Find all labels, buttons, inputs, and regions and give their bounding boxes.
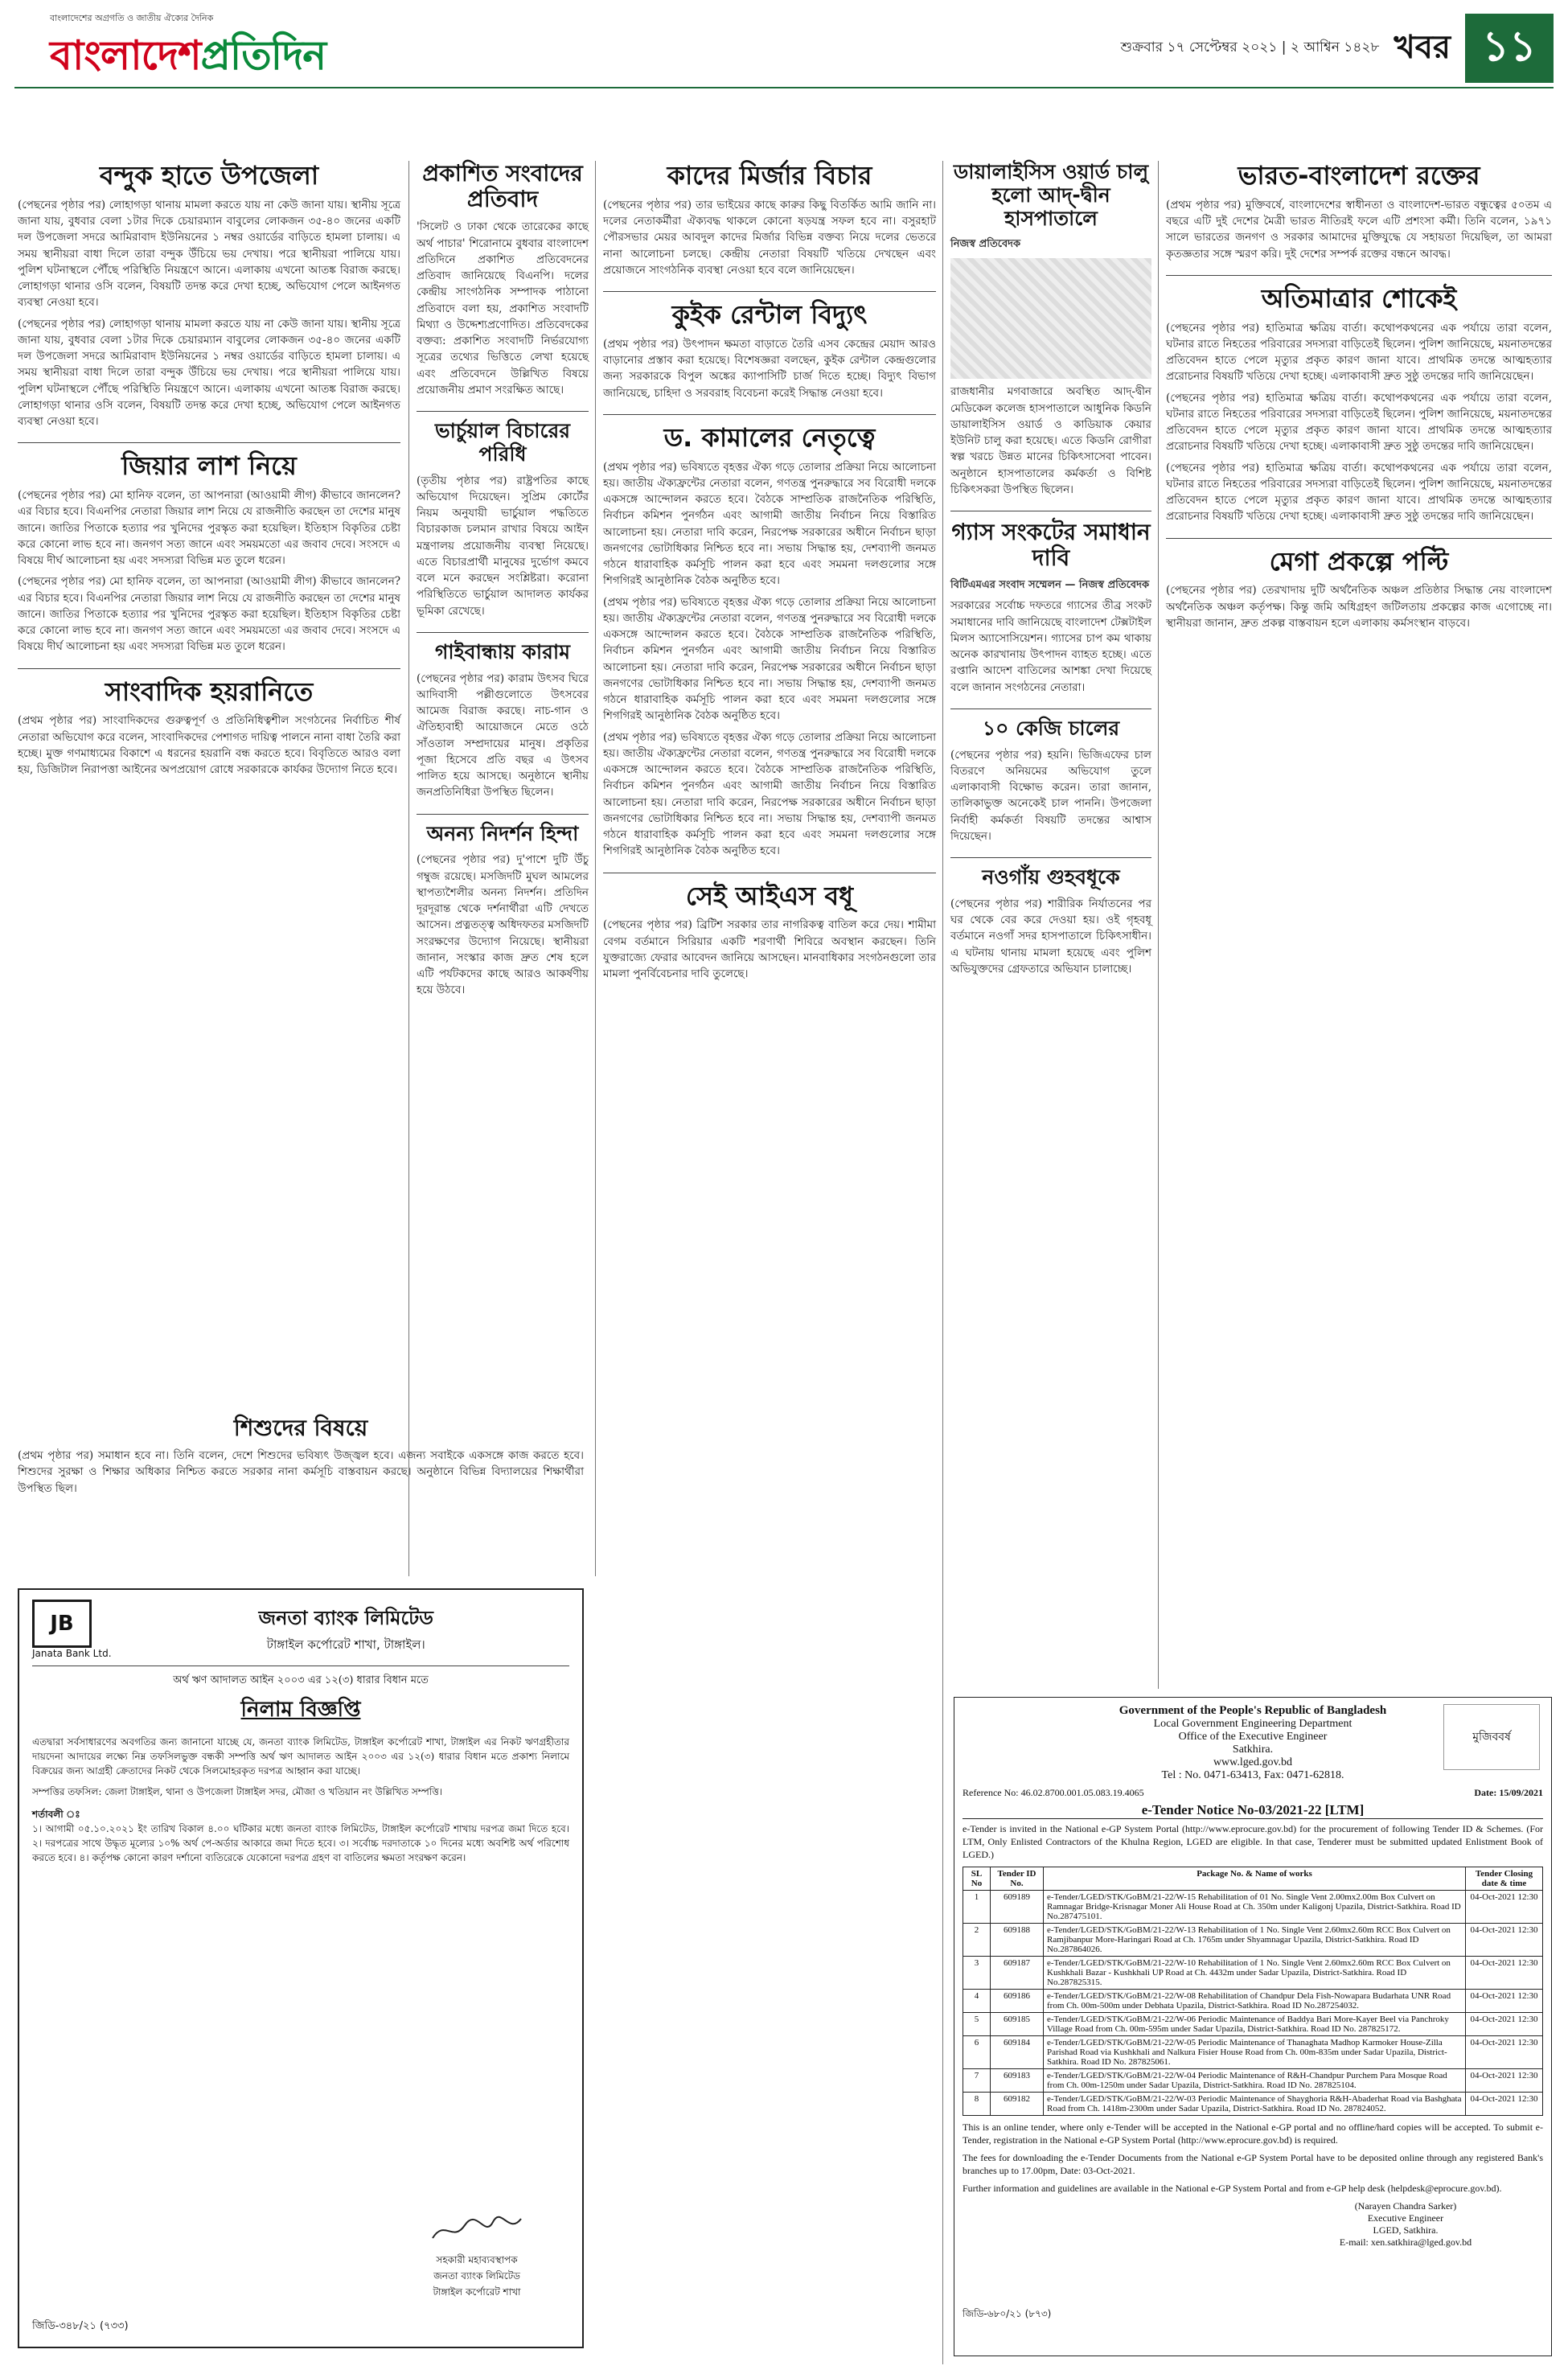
column-3	[603, 161, 936, 995]
article-body: (পেছনের পৃষ্ঠার পর) দু'পাশে দুটি উঁচু গম্বুজ রয়েছে। মসজিদটি মুঘল আমলের স্থাপত্যশৈলীর অনন্য নিদর্শন। প্রতিদিন দূরদূরান্ত থেকে দর্শনার্থীরা এটি দেখতে আসেন। প্রত্নতত্ত্ব অধিদফতর মসজিদটি সংরক্ষণের উদ্যোগ নিয়েছে। স্থানীয়রা জানান, সংস্কার কাজ দ্রুত শেষ হলে এটি পর্যটকদের কাছে আরও আকর্ষণীয় হয়ে উঠবে।	[417, 853, 589, 997]
headline: অতিমাত্রার শোকেই	[1261, 282, 1457, 314]
tender-cell-close: 04-Oct-2021 12:30	[1466, 2092, 1543, 2115]
janata-bank-logo	[32, 1600, 112, 1659]
divider	[417, 632, 589, 633]
headline: গ্যাস সংকটের সমাধান দাবি	[951, 519, 1151, 572]
sign-title: Executive Engineer	[1367, 2212, 1444, 2224]
tender-cell-sl: 2	[963, 1923, 991, 1956]
headline: অনন্য নিদর্শন হিন্দা	[426, 821, 579, 845]
article-hindu[interactable]	[417, 823, 589, 999]
logo-tagline: বাংলাদেশের অগ্রগতি ও জাতীয় ঐক্যের দৈনিক	[50, 13, 214, 23]
tender-row	[963, 1923, 1543, 1956]
divider	[950, 857, 1151, 858]
headline: ড. কামালের নেতৃত্বে	[663, 421, 876, 453]
article-body: 'সিলেট ও ঢাকা থেকে তারেকের কাছে অর্থ পাচার' শিরোনামে বুধবার বাংলাদেশ প্রতিদিনে প্রকাশিত প্রতিবেদনের প্রতিবাদ জানিয়েছে বিএনপি। দলের কেন্দ্রীয় সাংগঠনিক সম্পাদক পাঠানো প্রতিবাদে বলা হয়, প্রকাশিত সংবাদটি মিথ্যা ও উদ্দেশ্যপ্রণোদিত। প্রতিবেদকের বক্তব্য: প্রকাশিত সংবাদটি নির্ভরযোগ্য সূত্রের তথ্যের ভিত্তিতে লেখা হয়েছে এবং প্রতিবেদনে উল্লিখিত বিষয়ে প্রয়োজনীয় প্রমাণ সংরক্ষিত আছে।	[417, 220, 589, 396]
article-sambadik[interactable]	[18, 677, 400, 778]
article-body: (পেছনের পৃষ্ঠার পর) হাতিমাত্র ক্ষত্রিয় বার্তা। কথোপকথনের এক পর্যায়ে তারা বলেন, ঘটনার রাতে নিহতের পরিবারের সদস্যরা বাড়িতেই ছিলেন। পুলিশ জানিয়েছে, ময়নাতদন্তের প্রতিবেদন হাতে পেলে মৃত্যুর প্রকৃত কারণ জানা যাবে। প্রাথমিক তদন্তে আত্মহত্যার প্ররোচনার বিষয়টি খতিয়ে দেখা হচ্ছে। এলাকাবাসী দ্রুত সুষ্ঠু তদন্তের দাবি জানিয়েছেন।	[1166, 321, 1552, 384]
article-body: সরকারের সর্বোচ্চ দফতরে গ্যাসের তীব্র সংকট সমাধানের দাবি জানিয়েছে বাংলাদেশ টেক্সটাইল মিলস অ্যাসোসিয়েশন। গ্যাসের চাপ কম থাকায় অনেক কারখানায় উৎপাদন ব্যাহত হচ্ছে। এতে রপ্তানি আদেশ বাতিলের আশঙ্কা দেখা দিয়েছে বলে জানান সংগঠনের নেতারা।	[950, 599, 1151, 694]
tender-cell-work: e-Tender/LGED/STK/GoBM/21-22/W-04 Periodic Maintenance of R&H-Chandpur Purchem Para Mosque Road from Ch. 00m-1250m under Sadar Upazila, District-Satkhira. Road ID No. 287825104.	[1044, 2068, 1466, 2092]
signer-title: সহকারী মহাব্যবস্থাপক	[436, 2254, 518, 2265]
tender-cell-close: 04-Oct-2021 12:30	[1466, 2068, 1543, 2092]
masthead-rule	[14, 87, 1554, 88]
article-naogaon[interactable]	[950, 866, 1151, 977]
article-quick[interactable]	[603, 300, 936, 401]
article-kader[interactable]	[603, 161, 936, 278]
tender-cell-work: e-Tender/LGED/STK/GoBM/21-22/W-03 Periodic Maintenance of Shayghoria R&H-Abaderhat Road via Bashghata Road from Ch. 1418m-2300m under Sadar Upazila, District-Satkhira. Road ID No. 287824052.	[1044, 2092, 1466, 2115]
tender-cell-work: e-Tender/LGED/STK/GoBM/21-22/W-13 Rehabilitation of 1 No. Single Vent 2.60mx2.60m RCC Box Culvert on Ramjibanpur More-Haringari Road at Ch. 1765m under Shyamnagar Upazila, District-Satkhira. Road ID No.287864026.	[1044, 1923, 1466, 1956]
headline: ভার্চুয়াল বিচারের পরিধি	[434, 419, 571, 466]
column-divider	[408, 161, 409, 1576]
ad-intro: এতদ্বারা সর্বসাধারণের অবগতির জন্য জানানো যাচ্ছে যে, জনতা ব্যাংক লিমিটেড, টাঙ্গাইল কর্পোরেট শাখা, টাঙ্গাইল এর নিকট ঋণগ্রহীতার দায়দেনা আদায়ের লক্ষ্যে নিম্ন তফসিলভুক্ত বন্ধকী সম্পত্তি অর্থ ঋণ আদালত আইন ২০০৩ এর ১২(৩) ধারার বিধান মতে প্রকাশ্য নিলামে বিক্রয়ের জন্য আগ্রহী ক্রেতাদের নিকট থেকে সিলমোহরকৃত দরপত্র আহ্বান করা যাচ্ছে।	[32, 1736, 569, 1776]
column-1	[18, 161, 400, 791]
column-divider	[1158, 161, 1159, 1689]
headline: কুইক রেন্টাল বিদ্যুৎ	[671, 299, 868, 331]
masthead-right	[1120, 13, 1554, 84]
article-body: (প্রথম পৃষ্ঠার পর) মুক্তিবর্ষে, বাংলাদেশের স্বাধীনতা ও বাংলাদেশ-ভারত বন্ধুত্বের ৫০তম এ বছরে এটি দুই দেশের মৈত্রী ভারত নীতিরই ফলে এটি প্রশংসা কর্মী। তিনি বলেন, ১৯৭১ সালে ভারতের জনগণ ও সরকার আমাদের মুক্তিযুদ্ধে যে সহায়তা দিয়েছিল, তা আমরা কৃতজ্ঞতার সঙ্গে স্মরণ করি। দুই দেশের সম্পর্ক রক্তের বন্ধনে আবদ্ধ।	[1166, 198, 1552, 261]
issue-date: শুক্রবার ১৭ সেপ্টেম্বর ২০২১ | ২ আশ্বিন ১৪২৮	[1120, 39, 1380, 55]
headline: সাংবাদিক হয়রানিতে	[105, 676, 314, 707]
headline: ডায়ালাইসিস ওয়ার্ড চালু হলো আদ্-দ্বীন হাসপাতালে	[953, 160, 1149, 230]
newspaper-logo[interactable]	[50, 26, 326, 92]
tender-gov: Government of the People's Republic of Bangladesh	[1119, 1704, 1387, 1717]
ad-title: নিলাম বিজ্ঞপ্তি	[240, 1698, 361, 1722]
janata-bank-auction-ad[interactable]	[18, 1588, 584, 2348]
headline: ১০ কেজি চালের	[982, 716, 1120, 740]
article-body-cont: (পেছনের পৃষ্ঠার পর) লোহাগড়া থানায় মামলা করতে যায় না কেউ জানা যায়। স্থানীয় সূত্রে জানা যায়, বুধবার বেলা ১টার দিকে চেয়ারম্যান বাবুলের লোকজন ৩৫-৪০ জনের একটি দল উপজেলা সদরে আমিরাবাদ ইউনিয়নের ১ নম্বর ওয়ার্ডের বাড়িতে হামলা চালায়। এ সময় স্থানীয়রা বাধা দিলে তারা বন্দুক উঁচিয়ে ভয় দেখায়। পরে স্থানীয়রা পালিয়ে যায়। পুলিশ ঘটনাস্থলে পৌঁছে পরিস্থিতি নিয়ন্ত্রণে আনে। এলাকায় এখনো আতঙ্ক বিরাজ করছে। লোহাগড়া থানার ওসি বলেন, বিষয়টি তদন্ত করে দেখা হচ্ছে, অভিযোগ পেলে আইনগত ব্যবস্থা নেওয়া হবে।	[18, 317, 400, 429]
mujib-borsho-emblem-icon	[1443, 1704, 1540, 1770]
sign-name: (Narayen Chandra Sarker)	[1354, 2199, 1457, 2212]
tender-cell-close: 04-Oct-2021 12:30	[1466, 1956, 1543, 1989]
article-body: (প্রথম পৃষ্ঠার পর) সমাধান হবে না। তিনি বলেন, দেশে শিশুদের ভবিষ্যৎ উজ্জ্বল হবে। এজন্য সবাইকে একসঙ্গে কাজ করতে হবে। শিশুদের সুরক্ষা ও শিক্ষার অধিকার নিশ্চিত করতে সরকার নানা কর্মসূচি বাস্তবায়ন করছে। অনুষ্ঠানে বিভিন্ন বিদ্যালয়ের শিক্ষার্থীরা উপস্থিত ছিল।	[18, 1449, 584, 1495]
headline: মেগা প্রকল্পে পল্টি	[1269, 545, 1449, 577]
tender-ref: Reference No: 46.02.8700.001.05.083.19.4065	[963, 1787, 1144, 1798]
section-name: খবর	[1394, 28, 1451, 66]
divider	[417, 814, 589, 815]
tender-table	[963, 1867, 1543, 2116]
article-body: (পেছনের পৃষ্ঠার পর) তার ভাইয়ের কাছে কারুর কিছু বিতর্কিত আমি জানি না। দলের নেতাকর্মীরা ঐক্যবদ্ধ থাকলে কোনো ষড়যন্ত্র সফল হবে না। বসুরহাট পৌরসভার মেয়র আবদুল কাদের মির্জার বিভিন্ন বক্তব্য নিয়ে দলের ভেতরে নানা আলোচনা চলছে। কেন্দ্রীয় নেতারা বিষয়টি খতিয়ে দেখছেন এবং প্রয়োজনে সাংগঠনিক ব্যবস্থা নেওয়া হবে বলে জানিয়েছেন।	[603, 198, 936, 277]
article-body: (প্রথম পৃষ্ঠার পর) ভবিষ্যতে বৃহত্তর ঐক্য গড়ে তোলার প্রক্রিয়া নিয়ে আলোচনা হয়। জাতীয় ঐক্যফ্রন্টের নেতারা বলেন, গণতন্ত্র পুনরুদ্ধারে সব বিরোধী দলকে একসঙ্গে আন্দোলন করতে হবে। বৈঠকে সাম্প্রতিক রাজনৈতিক পরিস্থিতি, নির্বাচন কমিশন পুনর্গঠন এবং আগামী জাতীয় নির্বাচন নিয়ে বিস্তারিত আলোচনা হয়। নেতারা দাবি করেন, নিরপেক্ষ সরকারের অধীনে নির্বাচন ছাড়া জনগণের ভোটাধিকার নিশ্চিত হবে না। সভায় সিদ্ধান্ত হয়, দেশব্যাপী জনমত গঠনে ধারাবাহিক কর্মসূচি পালন করা হবে এবং সমমনা দলগুলোর সঙ্গে শিগগিরই আনুষ্ঠানিক বৈঠক অনুষ্ঠিত হবে।	[603, 460, 936, 588]
headline: শিশুদের বিষয়ে	[233, 1415, 368, 1441]
column-2	[417, 161, 589, 1012]
article-body: (পেছনের পৃষ্ঠার পর) কারাম উৎসব ঘিরে আদিবাসী পল্লীগুলোতে উৎসবের আমেজ বিরাজ করছে। নাচ-গান ও ঐতিহ্যবাহী আয়োজনে মেতে ওঠে সাঁওতাল সম্প্রদায়ের মানুষ। প্রকৃতির পূজা হিসেবে প্রতি বছর এ উৎসব পালিত হয়ে আসছে। অনুষ্ঠানে স্থানীয় জনপ্রতিনিধিরা উপস্থিত ছিলেন।	[417, 672, 589, 799]
tender-row	[963, 1989, 1543, 2012]
article-body: (পেছনের পৃষ্ঠার পর) হয়নি। ভিজিএফের চাল বিতরণে অনিয়মের অভিযোগ তুলে এলাকাবাসী বিক্ষোভ করেন। তারা জানান, তালিকাভুক্ত অনেকেই চাল পাননি। উপজেলা নির্বাহী কর্মকর্তা বিষয়টি তদন্তের আশ্বাস দিয়েছেন।	[950, 748, 1151, 843]
article-chal[interactable]	[950, 717, 1151, 844]
divider	[417, 411, 589, 412]
tender-foot-3: Further information and guidelines are available in the National e-GP System Portal and from e-GP help desk (helpdesk@eprocure.gov.bd).	[963, 2183, 1502, 2195]
column-4	[950, 161, 1151, 990]
page-number: ১১	[1465, 14, 1554, 83]
headline: বন্দুক হাতে উপজেলা	[99, 160, 319, 191]
tender-foot-2: The fees for downloading the e-Tender Documents from the National e-GP System Portal have to be deposited online through any registered Bank's branches up to 17.00pm, Date: 03-Oct-2021.	[963, 2151, 1543, 2177]
tender-cell-id: 609185	[991, 2012, 1044, 2035]
article-body: (তৃতীয় পৃষ্ঠার পর) রাষ্ট্রপতির কাছে অভিযোগ দিয়েছেন। সুপ্রিম কোর্টের নিয়ম অনুযায়ী ভার্চুয়াল পদ্ধতিতে বিচারকাজ চলমান রাখার বিষয়ে আইন মন্ত্রণালয় প্রয়োজনীয় ব্যবস্থা নিয়েছে। এতে বিচারপ্রার্থী মানুষের দুর্ভোগ কমবে বলে মনে করছেন সংশ্লিষ্টরা। করোনা পরিস্থিতিতে ভার্চুয়াল আদালত কার্যকর ভূমিকা রেখেছে।	[417, 474, 589, 618]
tender-signature	[1268, 2200, 1543, 2249]
tender-cell-work: e-Tender/LGED/STK/GoBM/21-22/W-06 Periodic Maintenance of Baddya Bari More-Kayer Beel via Panchroky Village Road from Ch. 00m-595m under Sadar Upazila, District-Satkhira. Road ID No. 287825172.	[1044, 2012, 1466, 2035]
article-body: (প্রথম পৃষ্ঠার পর) উৎপাদন ক্ষমতা বাড়াতে তৈরি এসব কেন্দ্রের মেয়াদ আরও বাড়ানোর প্রস্তাব করা হয়েছে। বিশেষজ্ঞরা বলছেন, কুইক রেন্টাল কেন্দ্রগুলোর জন্য সরকারকে বিপুল অঙ্কের ক্যাপাসিটি চার্জ দিতে হচ্ছে। বিদ্যুৎ বিভাগ জানিয়েছে, চাহিদা ও সরবরাহ বিবেচনা করেই সিদ্ধান্ত নেওয়া হবে।	[603, 337, 936, 400]
tender-table-header	[963, 1867, 1543, 1890]
article-otimatra[interactable]	[1166, 284, 1552, 525]
sign-org: LGED, Satkhira.	[1373, 2224, 1439, 2236]
tender-cell-sl: 5	[963, 2012, 991, 2035]
jb-logo-caption: Janata Bank Ltd.	[32, 1648, 112, 1659]
bank-branch: টাঙ্গাইল কর্পোরেট শাখা, টাঙ্গাইল।	[266, 1637, 425, 1652]
tender-intro: e-Tender is invited in the National e-GP System Portal (http://www.eprocure.gov.bd) for the procurement of following Tender ID & Schemes. (For LTM, Only Enlisted Contractors of the Khulna Region, LGED are eligible. In that case, Tenderer must be submitted updated Enlistment Book of LGED.)	[963, 1823, 1543, 1861]
divider	[18, 442, 400, 443]
tender-row	[963, 2012, 1543, 2035]
article-body-cont: (পেছনের পৃষ্ঠার পর) মো হানিফ বলেন, তা আপনারা (আওয়ামী লীগ) কীভাবে জানলেন? এর বিচার হবে। বিএনপির নেতারা জিয়ার লাশ নিয়ে যে রাজনীতি করছেন তা দেশের মানুষ জানে। জাতির পিতাকে হত্যার পর খুনিদের পুরস্কৃত করা হয়েছিল। ইতিহাস বিকৃতির চেষ্টা করে কোনো লাভ হবে না। জনগণ সত্য জানে এবং সময়মতো এর জবাব দেবে। সংসদে এ বিষয়ে দীর্ঘ আলোচনা হয় এবং সদস্যরা বিভিন্ন মত তুলে ধরেন।	[18, 575, 400, 654]
tender-cell-id: 609188	[991, 1923, 1044, 1956]
article-body: (পেছনের পৃষ্ঠার পর) লোহাগড়া থানায় মামলা করতে যায় না কেউ জানা যায়। স্থানীয় সূত্রে জানা যায়, বুধবার বেলা ১টার দিকে চেয়ারম্যান বাবুলের লোকজন ৩৫-৪০ জনের একটি দল উপজেলা সদরে আমিরাবাদ ইউনিয়নের ১ নম্বর ওয়ার্ডের বাড়িতে হামলা চালায়। এ সময় স্থানীয়রা বাধা দিলে তারা বন্দুক উঁচিয়ে ভয় দেখায়। পরে স্থানীয়রা পালিয়ে যায়। পুলিশ ঘটনাস্থলে পৌঁছে পরিস্থিতি নিয়ন্ত্রণে আনে। এলাকায় এখনো আতঙ্ক বিরাজ করছে। লোহাগড়া থানার ওসি বলেন, বিষয়টি তদন্ত করে দেখা হচ্ছে, অভিযোগ পেলে আইনগত ব্যবস্থা নেওয়া হবে।	[18, 198, 400, 310]
ad-schedule: সম্পত্তির তফসিল: জেলা টাঙ্গাইল, থানা ও উপজেলা টাঙ্গাইল সদর, মৌজা ও খতিয়ান নং উল্লিখিত সম্পত্তি।	[32, 1786, 443, 1797]
headline: প্রকাশিত সংবাদের প্রতিবাদ	[422, 160, 583, 213]
tender-reference-row	[963, 1787, 1543, 1799]
divider	[18, 668, 400, 669]
tender-office: Office of the Executive Engineer	[1178, 1731, 1328, 1743]
tender-code: জিডি-৬৮০/২১ (৮৭৩)	[963, 2308, 1052, 2319]
tender-cell-close: 04-Oct-2021 12:30	[1466, 1890, 1543, 1923]
tender-cell-sl: 6	[963, 2035, 991, 2068]
bank-name: জনতা ব্যাংক লিমিটেড	[258, 1606, 433, 1629]
tender-cell-id: 609182	[991, 2092, 1044, 2115]
ad-code: জিডি-৩৪৮/২১ (৭৩৩)	[32, 2320, 129, 2332]
article-body: (পেছনের পৃষ্ঠার পর) ব্রিটিশ সরকার তার নাগরিকত্ব বাতিল করে দেয়। শামীমা বেগম বর্তমানে সিরিয়ার একটি শরণার্থী শিবিরে অবস্থান করছেন। তিনি যুক্তরাজ্যে ফেরার আবেদন জানিয়ে আসছেন। মানবাধিকার সংগঠনগুলো তার মামলা পুনর্বিবেচনার দাবি তুলেছে।	[603, 918, 936, 981]
sign-email[interactable]: E-mail: xen.satkhira@lged.gov.bd	[1339, 2236, 1472, 2248]
tender-row	[963, 2092, 1543, 2115]
column-5	[1166, 161, 1552, 644]
divider	[1166, 538, 1552, 539]
ad-terms-title: শর্তাবলী ঃ	[32, 1809, 80, 1820]
tender-row	[963, 1890, 1543, 1923]
article-body: (পেছনের পৃষ্ঠার পর) তেরখাদায় দুটি অর্থনৈতিক অঞ্চল প্রতিষ্ঠার সিদ্ধান্ত নেয় বাংলাদেশ অর্থনৈতিক অঞ্চল কর্তৃপক্ষ। কিন্তু জমি অধিগ্রহণ জটিলতায় প্রকল্পের কাজ এগোচ্ছে না। স্থানীয়রা জানান, দ্রুত প্রকল্প বাস্তবায়ন হলে এলাকায় কর্মসংস্থান বাড়বে।	[1166, 584, 1552, 630]
headline: কাদের মির্জার বিচার	[667, 160, 872, 191]
article-body-cont: (প্রথম পৃষ্ঠার পর) ভবিষ্যতে বৃহত্তর ঐক্য গড়ে তোলার প্রক্রিয়া নিয়ে আলোচনা হয়। জাতীয় ঐক্যফ্রন্টের নেতারা বলেন, গণতন্ত্র পুনরুদ্ধারে সব বিরোধী দলকে একসঙ্গে আন্দোলন করতে হবে। বৈঠকে সাম্প্রতিক রাজনৈতিক পরিস্থিতি, নির্বাচন কমিশন পুনর্গঠন এবং আগামী জাতীয় নির্বাচন নিয়ে বিস্তারিত আলোচনা হয়। নেতারা দাবি করেন, নিরপেক্ষ সরকারের অধীনে নির্বাচন ছাড়া জনগণের ভোটাধিকার নিশ্চিত হবে না। সভায় সিদ্ধান্ত হয়, দেশব্যাপী জনমত গঠনে ধারাবাহিক কর্মসূচি পালন করা হবে এবং সমমনা দলগুলোর সঙ্গে শিগগিরই আনুষ্ঠানিক বৈঠক অনুষ্ঠিত হবে।	[603, 595, 936, 723]
article-body: (পেছনের পৃষ্ঠার পর) শারীরিক নির্যাতনের পর ঘর থেকে বের করে দেওয়া হয়। ওই গৃহবধূ বর্তমানে নওগাঁ সদর হাসপাতালে চিকিৎসাধীন। এ ঘটনায় থানায় মামলা হয়েছে এবং পুলিশ অভিযুক্তদের গ্রেফতারে অভিযান চালাচ্ছে।	[950, 897, 1151, 975]
tender-cell-sl: 8	[963, 2092, 991, 2115]
column-divider	[595, 161, 596, 1576]
article-body: রাজধানীর মগবাজারে অবস্থিত আদ্-দ্বীন মেডিকেল কলেজ হাসপাতালে আধুনিক কিডনি ডায়ালাইসিস ওয়ার্ড ও কাডিয়াক কেয়ার ইউনিট চালু করা হয়েছে। এতে কিডনি রোগীরা স্বল্প খরচে উন্নত মানের চিকিৎসাসেবা পাবেন। অনুষ্ঠানে হাসপাতালের কর্মকর্তা ও বিশিষ্ট চিকিৎসকরা উপস্থিত ছিলেন।	[950, 385, 1151, 496]
tender-cell-close: 04-Oct-2021 12:30	[1466, 2012, 1543, 2035]
headline: জিয়ার লাশ নিয়ে	[121, 450, 297, 482]
article-photo	[950, 258, 1151, 379]
tender-cell-sl: 4	[963, 1989, 991, 2012]
ad-bank-info	[123, 1604, 569, 1656]
byline: বিটিএমএর সংবাদ সম্মেলন — নিজস্ব প্রতিবেদক	[950, 579, 1150, 592]
tender-cell-id: 609186	[991, 1989, 1044, 2012]
article-body-cont: (পেছনের পৃষ্ঠার পর) হাতিমাত্র ক্ষত্রিয় বার্তা। কথোপকথনের এক পর্যায়ে তারা বলেন, ঘটনার রাতে নিহতের পরিবারের সদস্যরা বাড়িতেই ছিলেন। পুলিশ জানিয়েছে, ময়নাতদন্তের প্রতিবেদন হাতে পেলে মৃত্যুর প্রকৃত কারণ জানা যাবে। প্রাথমিক তদন্তে আত্মহত্যার প্ররোচনার বিষয়টি খতিয়ে দেখা হচ্ছে। এলাকাবাসী দ্রুত সুষ্ঠু তদন্তের দাবি জানিয়েছেন।	[1166, 391, 1552, 454]
signature-icon	[429, 2211, 525, 2248]
article-dialysis[interactable]	[950, 161, 1151, 498]
tender-cell-close: 04-Oct-2021 12:30	[1466, 1923, 1543, 1956]
headline: গাইবান্ধায় কারাম	[435, 639, 570, 663]
article-gaibandha[interactable]	[417, 641, 589, 801]
tender-cell-work: e-Tender/LGED/STK/GoBM/21-22/W-08 Rehabilitation of Chandpur Dela Fish-Nowapara Budarhata UNR Road from Ch. 00m-500m under Debhata Upazila, District-Satkhira. Road ID No.287254032.	[1044, 1989, 1466, 2012]
emblem-caption: মুজিববর্ষ	[1472, 1731, 1511, 1744]
tender-cell-id: 609184	[991, 2035, 1044, 2068]
lged-tender-notice[interactable]	[954, 1697, 1552, 2356]
tender-district: Satkhira.	[1232, 1744, 1274, 1756]
tender-row	[963, 2035, 1543, 2068]
article-protibad[interactable]	[417, 161, 589, 398]
th-close: Tender Closing date & time	[1466, 1867, 1543, 1890]
tender-web-link[interactable]: www.lged.gov.bd	[1213, 1756, 1293, 1768]
article-body: (প্রথম পৃষ্ঠার পর) সাংবাদিকদের গুরুত্বপূর্ণ ও প্রতিনিধিত্বশীল সংগঠনের নির্বাচিত শীর্ষ নেতারা অভিযোগ করে বলেন, সাংবাদিকদের পেশাগত দায়িত্ব পালনে নানা বাধা তৈরি করা হচ্ছে। মুক্ত গণমাধ্যমের বিকাশে এ ধরনের হয়রানি বন্ধ করতে হবে। বিবৃতিতে আরও বলা হয়, ডিজিটাল নিরাপত্তা আইনের অপপ্রয়োগ রোধে সরকারকে কার্যকর উদ্যোগ নিতে হবে।	[18, 714, 400, 777]
tender-cell-close: 04-Oct-2021 12:30	[1466, 2035, 1543, 2068]
tender-cell-sl: 3	[963, 1956, 991, 1989]
article-iaus[interactable]	[603, 881, 936, 983]
tender-cell-work: e-Tender/LGED/STK/GoBM/21-22/W-05 Periodic Maintenance of Thanaghata Madhop Karmoker House-Zilla Parishad Road via Kushkhali and Nalkura Fisier House Road from Ch. 00m-835m under Sadar Upazila, District-Satkhira. Road ID No. 287825061.	[1044, 2035, 1466, 2068]
tender-cell-id: 609187	[991, 1956, 1044, 1989]
article-shishu[interactable]	[18, 1415, 584, 1497]
column-divider	[942, 161, 943, 2364]
tender-date: Date: 15/09/2021	[1474, 1787, 1543, 1798]
article-body: (পেছনের পৃষ্ঠার পর) মো হানিফ বলেন, তা আপনারা (আওয়ামী লীগ) কীভাবে জানলেন? এর বিচার হবে। বিএনপির নেতারা জিয়ার লাশ নিয়ে যে রাজনীতি করছেন তা দেশের মানুষ জানে। জাতির পিতাকে হত্যার পর খুনিদের পুরস্কৃত করা হয়েছিল। ইতিহাস বিকৃতির চেষ্টা করে কোনো লাভ হবে না। জনগণ সত্য জানে এবং সময়মতো এর জবাব দেবে। সংসদে এ বিষয়ে দীর্ঘ আলোচনা হয় এবং সদস্যরা বিভিন্ন মত তুলে ধরেন।	[18, 489, 400, 568]
divider	[1166, 275, 1552, 276]
ad-law-reference: অর্থ ঋণ আদালত আইন ২০০৩ এর ১২(৩) ধারার বিধান মতে	[173, 1674, 429, 1686]
tender-cell-sl: 7	[963, 2068, 991, 2092]
th-work: Package No. & Name of works	[1044, 1867, 1466, 1890]
signer-bank: জনতা ব্যাংক লিমিটেড	[433, 2270, 520, 2282]
logo-part-2: প্রতিদিন	[200, 32, 326, 79]
tender-dept: Local Government Engineering Department	[1153, 1718, 1353, 1730]
article-bhartual[interactable]	[417, 420, 589, 619]
th-sl: SL No	[963, 1867, 991, 1890]
ad-signature-block	[400, 2211, 553, 2302]
th-id: Tender ID No.	[991, 1867, 1044, 1890]
article-bharat[interactable]	[1166, 161, 1552, 262]
article-body-cont: (পেছনের পৃষ্ঠার পর) হাতিমাত্র ক্ষত্রিয় বার্তা। কথোপকথনের এক পর্যায়ে তারা বলেন, ঘটনার রাতে নিহতের পরিবারের সদস্যরা বাড়িতেই ছিলেন। পুলিশ জানিয়েছে, ময়নাতদন্তের প্রতিবেদন হাতে পেলে মৃত্যুর প্রকৃত কারণ জানা যাবে। প্রাথমিক তদন্তে আত্মহত্যার প্ররোচনার বিষয়টি খতিয়ে দেখা হচ্ছে। এলাকাবাসী দ্রুত সুষ্ঠু তদন্তের দাবি জানিয়েছেন।	[1166, 461, 1552, 524]
divider	[603, 414, 936, 415]
tender-cell-sl: 1	[963, 1890, 991, 1923]
article-kamal[interactable]	[603, 423, 936, 860]
tender-row	[963, 1956, 1543, 1989]
article-jiaur[interactable]	[18, 451, 400, 655]
tender-cell-close: 04-Oct-2021 12:30	[1466, 1989, 1543, 2012]
jb-logo-icon: JB	[32, 1600, 92, 1648]
tender-row	[963, 2068, 1543, 2092]
byline: নিজস্ব প্রতিবেদক	[950, 238, 1021, 251]
tender-cell-work: e-Tender/LGED/STK/GoBM/21-22/W-15 Rehabilitation of 01 No. Single Vent 2.00mx2.00m Box Culvert on Ramnagar Bridge-Krisnagar Moner Ali House Road at Ch. 350m under Kaligonj Upazila, District-Satkhira. Road ID No.287475101.	[1044, 1890, 1466, 1923]
article-mega[interactable]	[1166, 547, 1552, 632]
article-bonduk[interactable]	[18, 161, 400, 429]
tender-title: e-Tender Notice No-03/2021-22 [LTM]	[963, 1802, 1543, 1819]
headline: ভারত-বাংলাদেশ রক্তের	[1238, 160, 1480, 191]
article-gas[interactable]	[950, 520, 1151, 696]
divider	[603, 291, 936, 292]
masthead	[14, 6, 1554, 159]
tender-foot-1: This is an online tender, where only e-Tender will be accepted in the National e-GP portal and no offline/hard copies will be accepted. To submit e-Tender, registration in the National e-GP System Portal (http://www.eprocure.gov.bd) is required.	[963, 2121, 1543, 2146]
headline: নওগাঁয় গুহবধূকে	[982, 865, 1120, 889]
tender-cell-work: e-Tender/LGED/STK/GoBM/21-22/W-10 Rehabilitation of 1 No. Single Vent 2.60mx2.60m RCC Box Culvert on Kushkhali Bazar - Kushkhali UP Road at Ch. 4432m under Sadar Upazila, District-Satkhira. Road ID No.287825315.	[1044, 1956, 1466, 1989]
tender-cell-id: 609189	[991, 1890, 1044, 1923]
ad-header	[32, 1600, 569, 1666]
ad-terms: ১। আগামী ০৫.১০.২০২১ ইং তারিখ বিকাল ৪.০০ ঘটিকার মধ্যে জনতা ব্যাংক লিমিটেড, টাঙ্গাইল কর্পোরেট শাখায় দরপত্র জমা দিতে হবে। ২। দরপত্রের সাথে উদ্ধৃত মূল্যের ১০% অর্থ পে-অর্ডার আকারে জমা দিতে হবে। ৩। সর্বোচ্চ দরদাতাকে ১০ দিনের মধ্যে অবশিষ্ট অর্থ পরিশোধ করতে হবে। ৪। কর্তৃপক্ষ কোনো কারণ দর্শানো ব্যতিরেকে যেকোনো দরপত্র গ্রহণ বা বাতিলের ক্ষমতা সংরক্ষণ করেন।	[32, 1823, 569, 1863]
logo-part-1: বাংলাদেশ	[50, 32, 201, 79]
tender-cell-id: 609183	[991, 2068, 1044, 2092]
tender-tel: Tel : No. 0471-63413, Fax: 0471-62818.	[1161, 1769, 1344, 1781]
headline: সেই আইএস বধূ	[685, 880, 854, 911]
signer-branch: টাঙ্গাইল কর্পোরেট শাখা	[433, 2286, 521, 2298]
article-body-cont: (প্রথম পৃষ্ঠার পর) ভবিষ্যতে বৃহত্তর ঐক্য গড়ে তোলার প্রক্রিয়া নিয়ে আলোচনা হয়। জাতীয় ঐক্যফ্রন্টের নেতারা বলেন, গণতন্ত্র পুনরুদ্ধারে সব বিরোধী দলকে একসঙ্গে আন্দোলন করতে হবে। বৈঠকে সাম্প্রতিক রাজনৈতিক পরিস্থিতি, নির্বাচন কমিশন পুনর্গঠন এবং আগামী জাতীয় নির্বাচন নিয়ে বিস্তারিত আলোচনা হয়। নেতারা দাবি করেন, নিরপেক্ষ সরকারের অধীনে নির্বাচন ছাড়া জনগণের ভোটাধিকার নিশ্চিত হবে না। সভায় সিদ্ধান্ত হয়, দেশব্যাপী জনমত গঠনে ধারাবাহিক কর্মসূচি পালন করা হবে এবং সমমনা দলগুলোর সঙ্গে শিগগিরই আনুষ্ঠানিক বৈঠক অনুষ্ঠিত হবে।	[603, 730, 936, 858]
